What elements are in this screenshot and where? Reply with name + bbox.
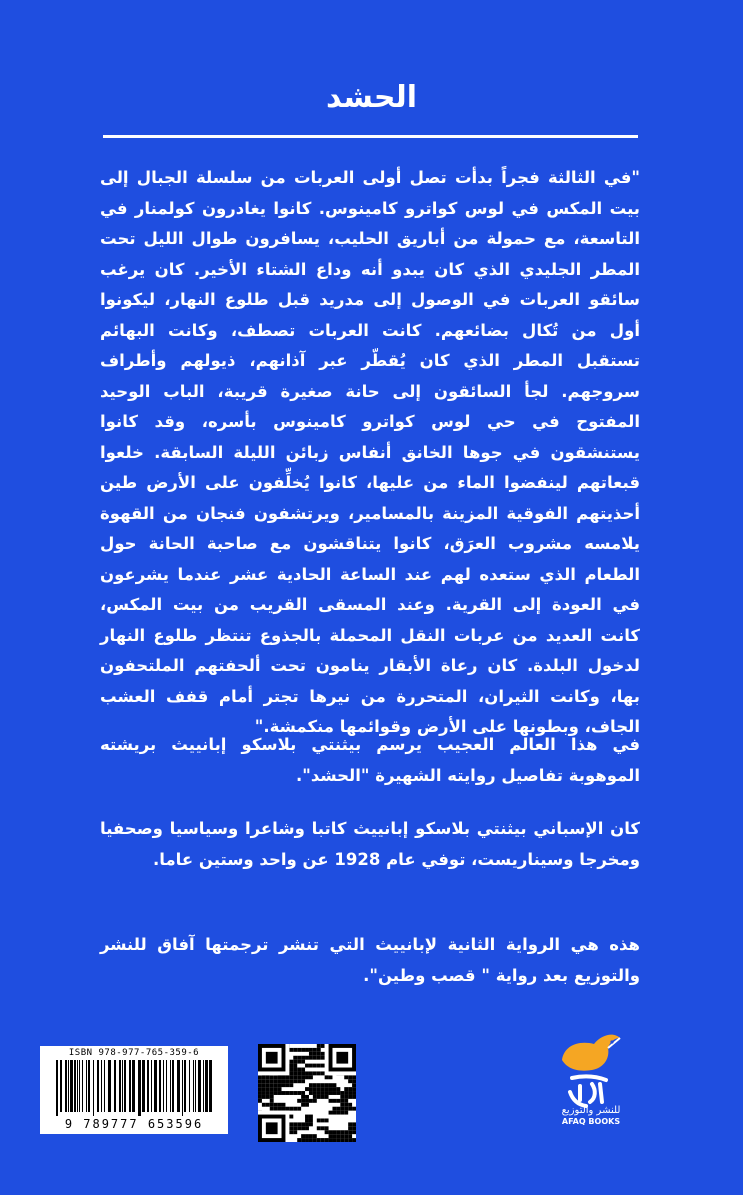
isbn-digits: 9 789777 653596 — [64, 1117, 204, 1131]
author-bio-paragraph: كان الإسباني بيثنتي بلاسكو إبانييث كاتبا وشاعرا وسياسيا وصحفيا ومخرجا وسيناريست، توفي عام 1928 عن واحد وستين عاما. — [100, 819, 640, 869]
publisher-logo-text — [548, 1105, 634, 1127]
excerpt-paragraph: "في الثالثة فجراً بدأت تصل أولى العربات من سلسلة الجبال إلى بيت المكس في لوس كواترو كامينوس. كانوا يغادرون كولمنار في التاسعة، مع حمولة من أباريق الحليب، يسافرون طوال الليل تحت المطر الجليدي الذي كان يبدو أنه وداع الشتاء الأخير. كان يرغب سائقو العربات في الوصول إلى مدريد قبل طلوع النهار، ليكونوا أول من تُكال بضائعهم. كانت العربات تصطف، وكانت البهائم تستقبل المطر الذي كان يُقطّر عبر آذانهم، ذيولهم وأطراف سروجهم. لجأ السائقون إلى حانة صغيرة قريبة، الباب الوحيد المفتوح في حي لوس كواترو كامينوس بأسره، وقد كانوا يستنشقون في جوها الخانق أنفاس زبائن الليلة السابقة. خلعوا قبعاتهم لينفضوا الماء من عليها، كانوا يُخلِّفون على الأرض طين أحذيتهم الفوقية المزينة بالمسامير، ويرتشفون فنجان من القهوة يلامسه مشروب العرَق، كانوا يتناقشون مع صاحبة الحانة حول الطعام الذي ستعده لهم عند الساعة الحادية عشر عندما يشرعون في العودة إلى القرية. وعند المسقى القريب من بيت المكس، كانت العديد من عربات النقل المحملة بالجذوع تنتظر طلوع النهار لدخول البلدة. كان رعاة الأبقار ينامون تحت ألحفتهم الملتحفون بها، وكانت الثيران، المتحررة من نيرها تجتر أمام قفف العشب الجاف، وبطونها على الأرض وقوائمها منكمشة." — [100, 168, 640, 736]
book-title: الحشد — [325, 80, 418, 115]
barcode-bars — [56, 1060, 212, 1116]
publisher-name-en: AFAQ BOOKS — [561, 1117, 621, 1126]
isbn-label: ISBN 978-977-765-359-6 — [68, 1048, 200, 1058]
isbn-barcode — [40, 1046, 228, 1134]
publisher-note-paragraph: هذه هي الرواية الثانية لإبانييث التي تنشر ترجمتها آفاق للنشر والتوزيع بعد رواية " قصب وطين". — [100, 935, 640, 985]
qr-code — [258, 1044, 356, 1142]
publisher-tagline: للنشر والتوزيع — [561, 1105, 621, 1116]
title-divider — [103, 135, 638, 138]
intro-paragraph: في هذا العالم العجيب يرسم بيثنتي بلاسكو إبانييث بريشته الموهوبة تفاصيل روايته الشهيرة "الحشد". — [100, 735, 640, 785]
